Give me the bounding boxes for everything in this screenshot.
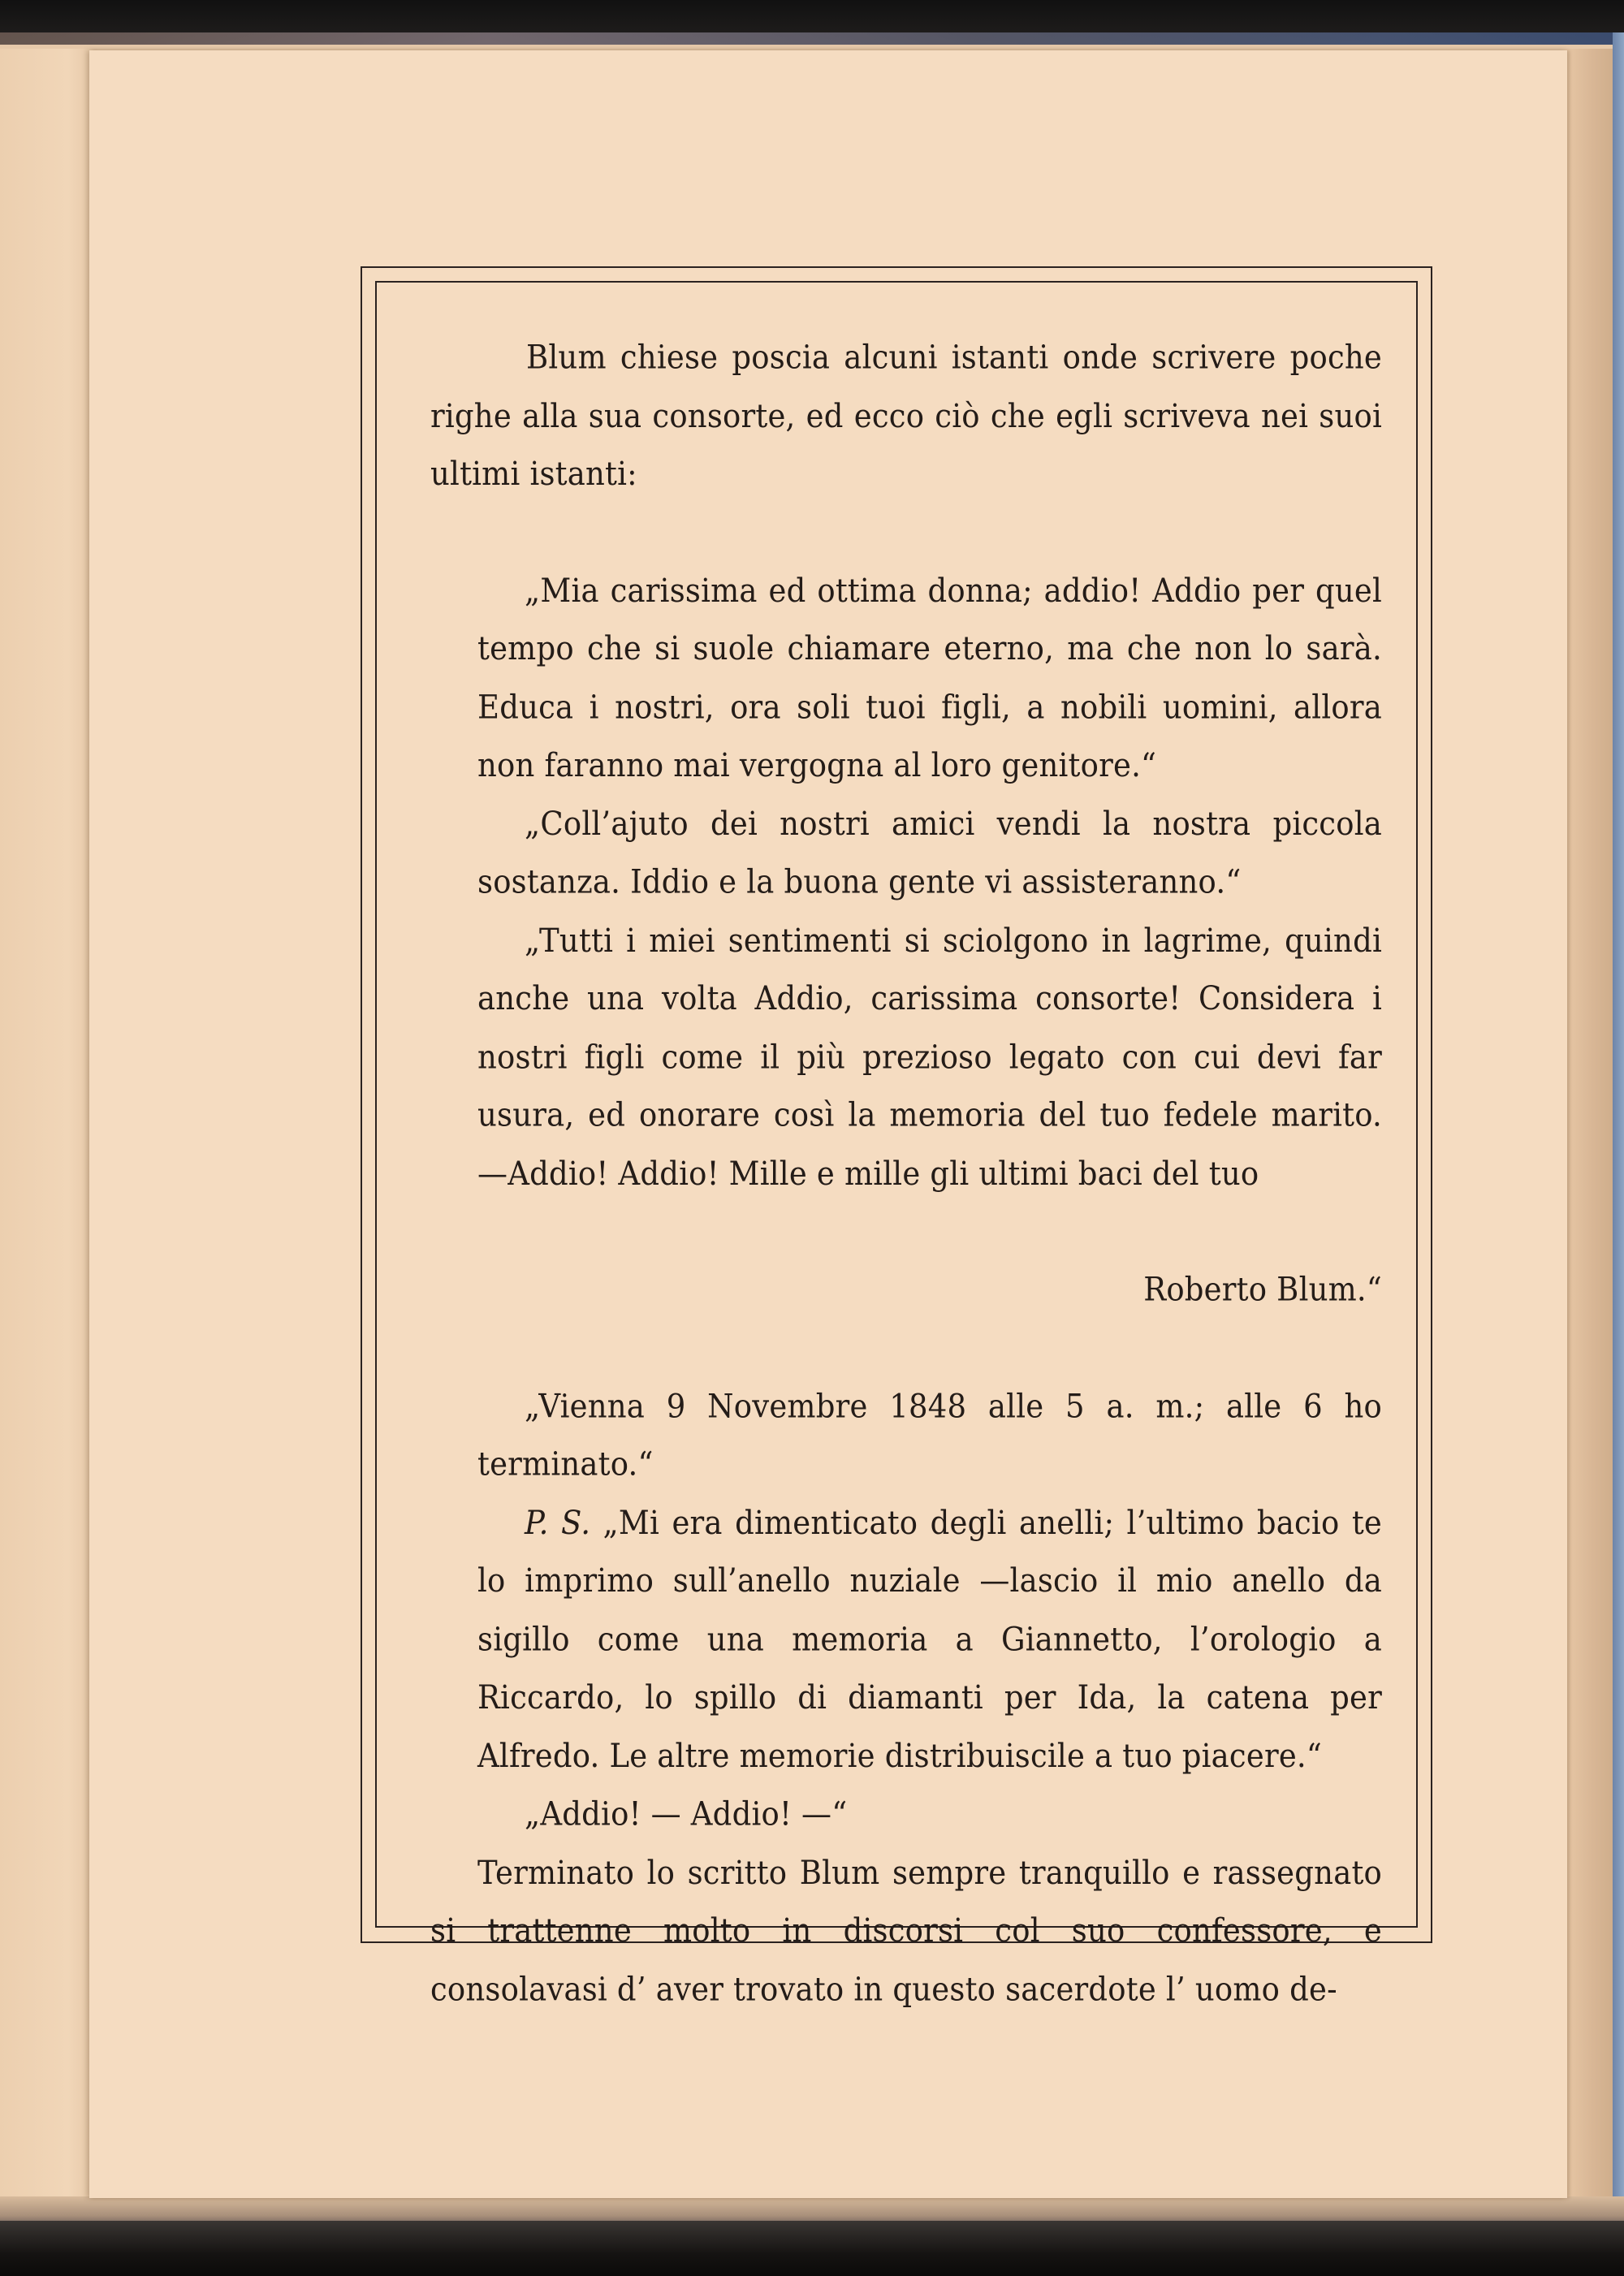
left-page-edge (0, 49, 97, 2225)
right-page-edge (1564, 49, 1613, 2233)
farewell-line: „Addio! — Addio! —“ (525, 1794, 848, 1833)
letter-paragraph-1: „Mia carissima ed ottima donna; addio! Addio per quel tempo che si suole chiamare eterno, ma che non lo sarà. Educa i nostri, ora soli tuoi figli, a nobili uomini, allora non faranno mai vergogna al loro genitore.“ (477, 571, 1382, 784)
book-cover-edge (1613, 32, 1624, 2233)
paragraph-gap (430, 503, 1382, 561)
signature-gap (477, 1203, 1382, 1261)
letter-paragraph-2: „Coll’ajuto dei nostri amici vendi la nostra piccola sostanza. Iddio e la buona gente vi assisteranno.“ (477, 804, 1382, 901)
letter-paragraph-3: „Tutti i miei sentimenti si sciolgono in lagrime, quindi anche una volta Addio, carissima consorte! Considera i nostri figli come il più prezioso legato con cui devi far usura, ed onorare così la memoria del tuo fedele marito. —Addio! Addio! Mille e mille gli ultimi baci del tuo (477, 921, 1382, 1193)
letter-quote-block (430, 562, 1382, 1844)
postscript-label: P. S. (525, 1503, 591, 1542)
opening-paragraph: Blum chiese poscia alcuni istanti onde scrivere poche righe alla sua consorte, ed ecco ciò che egli scriveva nei suoi ultimi istanti: (430, 338, 1382, 493)
dateline-gap (477, 1319, 1382, 1377)
letter-dateline: „Vienna 9 Novembre 1848 alle 5 a. m.; alle 6 ho terminato.“ (477, 1387, 1382, 1484)
page-text-block (430, 329, 1382, 2019)
postscript-paragraph (477, 1494, 1382, 1786)
scanner-background-bottom (0, 2221, 1624, 2276)
letter-signature: Roberto Blum.“ (1143, 1270, 1382, 1309)
closing-paragraph: Terminato lo scritto Blum sempre tranquillo e rassegnato si trattenne molto in discorsi col suo confessore, e consolavasi d’ aver trovato in questo sacerdote l’ uomo de- (430, 1853, 1382, 2008)
postscript-text: „Mi era dimenticato degli anelli; l’ultimo bacio te lo imprimo sull’anello nuziale —lascio il mio anello da sigillo come una memoria a Giannetto, l’orologio a Riccardo, lo spillo di diamanti per Ida, la catena per Alfredo. Le altre memorie distribuiscile a tuo piacere.“ (477, 1503, 1382, 1775)
